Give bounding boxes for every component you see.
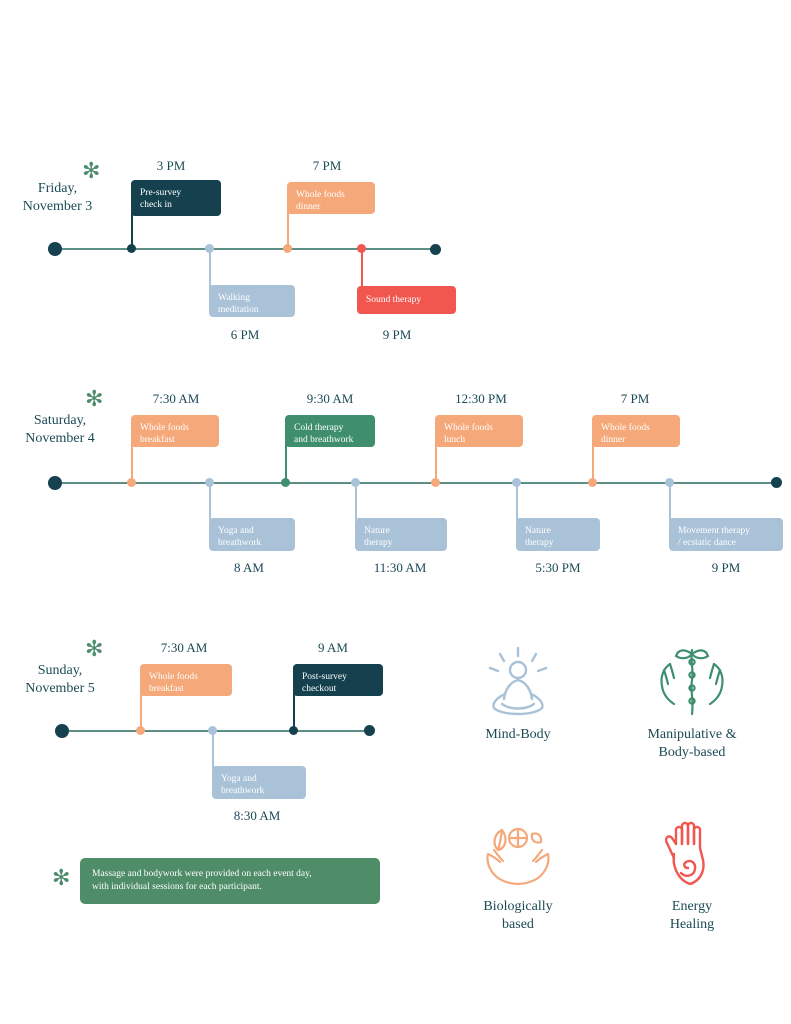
event-card-friday-1[interactable] bbox=[131, 180, 221, 216]
event-card-saturday-4-line1: Nature bbox=[364, 526, 390, 536]
modality-manipulative-label bbox=[612, 726, 772, 762]
modality-manipulative-line2: Body-based bbox=[658, 745, 726, 760]
modality-biologically-based-line1: Biologically bbox=[483, 899, 553, 914]
event-card-saturday-5[interactable] bbox=[435, 415, 523, 447]
event-card-friday-4-line1: Sound therapy bbox=[366, 295, 422, 305]
event-card-saturday-7[interactable] bbox=[592, 415, 680, 447]
modality-mind-body-label bbox=[438, 726, 598, 744]
event-card-sunday-2[interactable] bbox=[212, 766, 306, 799]
event-card-saturday-5-line1: Whole foods bbox=[444, 423, 493, 433]
event-card-saturday-7-line2: dinner bbox=[601, 435, 626, 445]
note-line1: Massage and bodywork were provided on each event day, bbox=[92, 869, 312, 879]
event-time-friday-2: 6 PM bbox=[230, 327, 260, 342]
modality-biologically-based-line2: based bbox=[502, 917, 534, 932]
meditation-figure-icon bbox=[438, 640, 598, 726]
asterisk-icon-sunday: ✻ bbox=[85, 636, 104, 661]
modality-energy-healing-label bbox=[612, 898, 772, 934]
modality-energy-healing bbox=[612, 812, 772, 934]
event-card-friday-3[interactable] bbox=[287, 182, 375, 214]
hands-plants-icon bbox=[438, 812, 598, 898]
modality-mind-body-line1: Mind-Body bbox=[485, 727, 551, 742]
event-time-friday-3: 7 PM bbox=[312, 158, 342, 173]
event-time-sunday-2: 8:30 AM bbox=[233, 808, 281, 823]
event-time-saturday-4: 11:30 AM bbox=[373, 560, 427, 575]
day-label-friday-line1: Friday, bbox=[37, 181, 78, 196]
spine-hands-icon bbox=[612, 640, 772, 726]
event-time-saturday-6: 5:30 PM bbox=[535, 560, 581, 575]
event-card-sunday-2-line1: Yoga and bbox=[221, 774, 257, 784]
modality-biologically-based bbox=[438, 812, 598, 934]
event-card-sunday-1[interactable] bbox=[140, 664, 232, 696]
event-card-friday-3-line2: dinner bbox=[296, 202, 321, 212]
timeline-stem-saturday-6 bbox=[516, 484, 518, 520]
day-label-friday bbox=[0, 180, 115, 216]
event-card-saturday-3[interactable] bbox=[285, 415, 375, 447]
asterisk-icon-saturday: ✻ bbox=[85, 386, 104, 411]
day-label-saturday-line2: November 4 bbox=[25, 431, 95, 446]
event-card-saturday-1-line1: Whole foods bbox=[140, 423, 189, 433]
timeline-end-dot-sunday bbox=[364, 725, 375, 736]
day-label-sunday-line1: Sunday, bbox=[37, 663, 83, 678]
timeline-stem-saturday-4 bbox=[355, 484, 357, 520]
event-card-sunday-1-line2: breakfast bbox=[149, 684, 184, 694]
day-label-sunday bbox=[0, 662, 120, 698]
event-card-friday-2-line1: Walking bbox=[218, 293, 250, 303]
event-time-friday-1: 3 PM bbox=[156, 158, 186, 173]
event-card-friday-2[interactable] bbox=[209, 285, 295, 317]
timeline-start-dot-saturday bbox=[48, 476, 62, 490]
event-time-saturday-8: 9 PM bbox=[711, 560, 741, 575]
event-card-saturday-6[interactable] bbox=[516, 518, 600, 551]
event-time-sunday-1: 7:30 AM bbox=[160, 640, 208, 655]
asterisk-icon-friday: ✻ bbox=[82, 158, 101, 183]
timeline-stem-sunday-2 bbox=[212, 732, 214, 768]
event-time-saturday-1: 7:30 AM bbox=[152, 391, 200, 406]
event-card-saturday-6-line1: Nature bbox=[525, 526, 551, 536]
timeline-stem-friday-4 bbox=[361, 250, 363, 288]
note-box bbox=[80, 858, 380, 904]
timeline-end-dot-friday bbox=[430, 244, 441, 255]
event-card-saturday-3-line2: and breathwork bbox=[294, 435, 354, 445]
event-card-friday-1-line2: check in bbox=[140, 200, 172, 210]
timeline-axis-friday bbox=[55, 248, 438, 250]
note-line2: with individual sessions for each participant. bbox=[92, 882, 262, 892]
timeline-stem-saturday-8 bbox=[669, 484, 671, 520]
event-time-sunday-3: 9 AM bbox=[318, 640, 348, 655]
event-card-sunday-3-line1: Post-survey bbox=[302, 672, 347, 682]
event-card-saturday-2-line1: Yoga and bbox=[218, 526, 254, 536]
event-card-friday-3-line1: Whole foods bbox=[296, 190, 345, 200]
event-card-saturday-2[interactable] bbox=[209, 518, 295, 551]
event-card-friday-2-line2: meditation bbox=[218, 305, 259, 315]
event-card-saturday-1[interactable] bbox=[131, 415, 219, 447]
modality-manipulative bbox=[612, 640, 772, 762]
modality-energy-healing-line2: Healing bbox=[669, 917, 715, 932]
event-card-saturday-4[interactable] bbox=[355, 518, 447, 551]
event-card-saturday-4-line2: therapy bbox=[364, 538, 393, 548]
timeline-end-dot-saturday bbox=[771, 477, 782, 488]
event-card-saturday-8-line2: / ecstatic dance bbox=[678, 538, 737, 548]
event-time-saturday-7: 7 PM bbox=[620, 391, 650, 406]
event-card-saturday-5-line2: lunch bbox=[444, 435, 466, 445]
timeline-axis-sunday bbox=[62, 730, 372, 732]
day-label-sunday-line2: November 5 bbox=[25, 681, 95, 696]
day-label-saturday-line1: Saturday, bbox=[33, 413, 87, 428]
modality-biologically-based-label bbox=[438, 898, 598, 934]
event-card-sunday-1-line1: Whole foods bbox=[149, 672, 198, 682]
event-card-friday-1-line1: Pre-survey bbox=[140, 188, 182, 198]
event-card-saturday-8[interactable] bbox=[669, 518, 783, 551]
timeline-start-dot-friday bbox=[48, 242, 62, 256]
day-label-saturday bbox=[0, 412, 120, 448]
event-card-saturday-3-line1: Cold therapy bbox=[294, 423, 344, 433]
event-card-sunday-3[interactable] bbox=[293, 664, 383, 696]
event-card-sunday-3-line2: checkout bbox=[302, 684, 337, 694]
event-card-sunday-2-line2: breathwork bbox=[221, 786, 265, 796]
event-card-friday-4[interactable] bbox=[357, 286, 456, 314]
timeline-start-dot-sunday bbox=[55, 724, 69, 738]
event-time-friday-4: 9 PM bbox=[382, 327, 412, 342]
modality-energy-healing-line1: Energy bbox=[671, 899, 713, 914]
healing-hand-icon bbox=[612, 812, 772, 898]
event-time-saturday-2: 8 AM bbox=[234, 560, 264, 575]
event-card-saturday-7-line1: Whole foods bbox=[601, 423, 650, 433]
event-time-saturday-5: 12:30 PM bbox=[455, 391, 507, 406]
event-time-saturday-3: 9:30 AM bbox=[306, 391, 354, 406]
event-card-saturday-6-line2: therapy bbox=[525, 538, 554, 548]
modality-manipulative-line1: Manipulative & bbox=[647, 727, 737, 742]
event-card-saturday-2-line2: breathwork bbox=[218, 538, 262, 548]
event-card-saturday-1-line2: breakfast bbox=[140, 435, 175, 445]
modality-mind-body bbox=[438, 640, 598, 744]
timeline-stem-saturday-2 bbox=[209, 484, 211, 520]
asterisk-icon-note: ✻ bbox=[52, 865, 71, 890]
event-card-saturday-8-line1: Movement therapy bbox=[678, 526, 751, 536]
day-label-friday-line2: November 3 bbox=[22, 199, 93, 214]
